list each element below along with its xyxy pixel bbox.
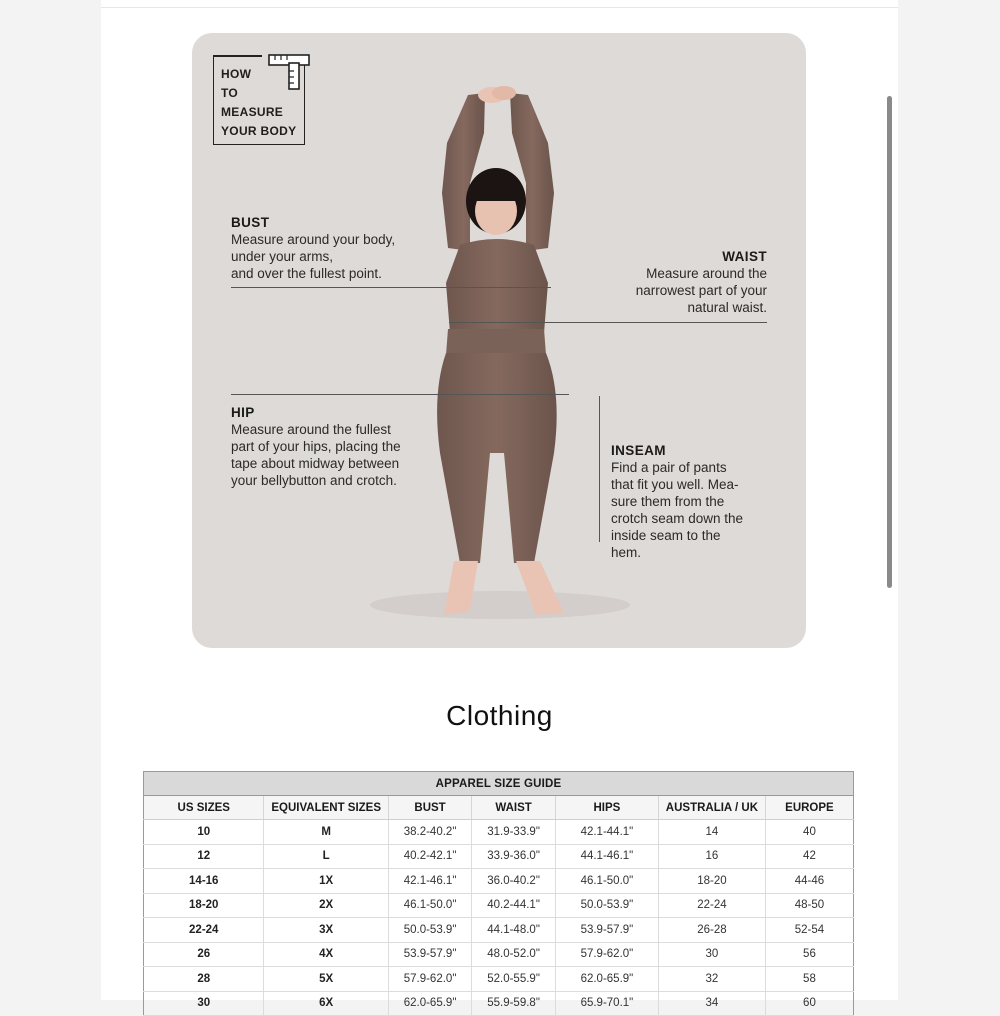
bust-instructions [231, 214, 395, 282]
table-cell: 40.2-44.1" [472, 893, 556, 918]
waist-instructions [572, 248, 767, 316]
hip-instructions [231, 404, 401, 489]
table-cell: 30 [144, 991, 264, 1016]
how-to-measure-card [192, 33, 806, 648]
column-header: AUSTRALIA / UK [658, 796, 765, 820]
inseam-title: INSEAM [611, 443, 666, 458]
bust-title: BUST [231, 215, 270, 230]
scrollbar[interactable] [887, 96, 892, 588]
inseam-text: Find a pair of pants that fit you well. Mea- sure them from the crotch seam down the inside seam to the hem. [611, 460, 744, 560]
table-cell: 18-20 [144, 893, 264, 918]
table-cell: 33.9-36.0" [472, 844, 556, 869]
table-row [144, 967, 854, 992]
table-cell: 14 [658, 820, 765, 845]
size-table-body [144, 820, 854, 1016]
table-cell: 6X [264, 991, 388, 1016]
table-cell: 56 [765, 942, 853, 967]
table-cell: 18-20 [658, 869, 765, 894]
table-cell: 28 [144, 967, 264, 992]
table-cell: 1X [264, 869, 388, 894]
logo-line: MEASURE [221, 105, 284, 119]
table-row [144, 844, 854, 869]
table-cell: 57.9-62.0" [388, 967, 471, 992]
table-cell: 12 [144, 844, 264, 869]
waist-guide-line [449, 322, 767, 323]
bust-guide-line [231, 287, 551, 288]
table-cell: 44-46 [765, 869, 853, 894]
column-header: HIPS [555, 796, 658, 820]
table-cell: 57.9-62.0" [555, 942, 658, 967]
table-cell: 62.0-65.9" [388, 991, 471, 1016]
column-header: EQUIVALENT SIZES [264, 796, 388, 820]
table-cell: 4X [264, 942, 388, 967]
table-cell: 46.1-50.0" [388, 893, 471, 918]
table-row [144, 820, 854, 845]
table-cell: 48-50 [765, 893, 853, 918]
table-cell: L [264, 844, 388, 869]
hip-guide-line [231, 394, 569, 395]
table-row [144, 991, 854, 1016]
logo-line: HOW [221, 67, 252, 81]
table-cell: 53.9-57.9" [388, 942, 471, 967]
table-cell: 40 [765, 820, 853, 845]
table-cell: 2X [264, 893, 388, 918]
table-cell: 62.0-65.9" [555, 967, 658, 992]
table-cell: 3X [264, 918, 388, 943]
table-cell: 52-54 [765, 918, 853, 943]
table-cell: 14-16 [144, 869, 264, 894]
table-cell: 32 [658, 967, 765, 992]
table-cell: 42.1-44.1" [555, 820, 658, 845]
logo-text [221, 65, 296, 141]
table-cell: 10 [144, 820, 264, 845]
inseam-instructions [611, 442, 743, 561]
bust-text: Measure around your body, under your arms, and over the fullest point. [231, 232, 396, 281]
column-header: BUST [388, 796, 471, 820]
table-cell: M [264, 820, 388, 845]
table-cell: 26-28 [658, 918, 765, 943]
table-cell: 46.1-50.0" [555, 869, 658, 894]
hip-title: HIP [231, 405, 255, 420]
logo-line: TO [221, 86, 239, 100]
waist-title: WAIST [722, 249, 767, 264]
table-cell: 31.9-33.9" [472, 820, 556, 845]
waist-text: Measure around the narrowest part of your natural waist. [635, 266, 767, 315]
table-cell: 16 [658, 844, 765, 869]
table-cell: 55.9-59.8" [472, 991, 556, 1016]
table-cell: 22-24 [144, 918, 264, 943]
table-cell: 42.1-46.1" [388, 869, 471, 894]
logo-line: YOUR BODY [221, 124, 297, 138]
table-cell: 34 [658, 991, 765, 1016]
table-cell: 26 [144, 942, 264, 967]
table-cell: 22-24 [658, 893, 765, 918]
table-cell: 38.2-40.2" [388, 820, 471, 845]
table-cell: 52.0-55.9" [472, 967, 556, 992]
table-cell: 50.0-53.9" [388, 918, 471, 943]
table-cell: 44.1-48.0" [472, 918, 556, 943]
table-row [144, 869, 854, 894]
table-cell: 5X [264, 967, 388, 992]
table-cell: 30 [658, 942, 765, 967]
table-cell: 60 [765, 991, 853, 1016]
section-title: Clothing [446, 700, 553, 731]
table-row [144, 942, 854, 967]
table-cell: 53.9-57.9" [555, 918, 658, 943]
table-cell: 48.0-52.0" [472, 942, 556, 967]
top-divider [101, 7, 898, 8]
column-header: US SIZES [144, 796, 264, 820]
how-to-measure-logo [213, 55, 308, 147]
table-row [144, 918, 854, 943]
table-cell: 44.1-46.1" [555, 844, 658, 869]
table-row [144, 893, 854, 918]
column-header: EUROPE [765, 796, 853, 820]
table-cell: 58 [765, 967, 853, 992]
table-cell: 36.0-40.2" [472, 869, 556, 894]
apparel-size-table [143, 771, 854, 1016]
table-cell: 42 [765, 844, 853, 869]
inseam-guide-line [599, 396, 600, 542]
table-cell: 50.0-53.9" [555, 893, 658, 918]
table-cell: 65.9-70.1" [555, 991, 658, 1016]
hip-text: Measure around the fullest part of your hips, placing the tape about midway between your bellybutton and crotch. [231, 422, 401, 488]
table-cell: 40.2-42.1" [388, 844, 471, 869]
column-header: WAIST [472, 796, 556, 820]
table-caption: APPAREL SIZE GUIDE [144, 772, 854, 796]
